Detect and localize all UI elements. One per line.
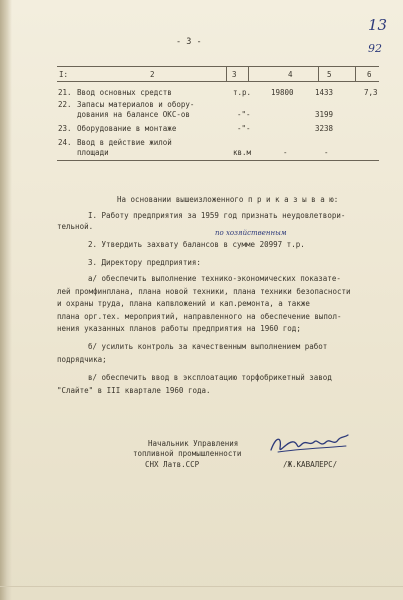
table-header-col5: 5 [327,70,332,79]
table-row-number: 23. [58,124,72,133]
page-fold-line [0,586,403,587]
paragraph-a-line: лей промфинплана, плана новой техники, плана техники безопасности [57,287,351,296]
table-row-col5: 1433 [315,88,334,97]
signatory-title-line: СНХ Латв.ССР [145,460,200,469]
signatory-name: /Ж.КАВАЛЕРС/ [283,460,338,469]
table-col-separator [248,67,249,81]
order-item-1-cont: тельной. [57,222,94,231]
table-header-col6: 6 [367,70,372,79]
table-row-name: Оборудование в монтаже [77,124,177,133]
archive-number-bottom: 92 [368,42,382,55]
order-item-2: 2. Утвердить захвату балансов в сумме 20997 т.р. [88,240,305,249]
signatory-title-line: топливной промышленности [133,449,242,458]
table-row-col5: 3199 [315,110,334,119]
table-header-rule [57,81,379,82]
table-col-separator [318,67,319,81]
table-header-col4: 4 [288,70,293,79]
table-top-rule [57,66,379,67]
paragraph-a-line: а/ обеспечить выполнение технико-экономических показате- [88,274,341,283]
table-col-separator [226,67,227,81]
table-row-col4: 19800 [271,88,294,97]
paragraph-c-line: "Слайте" в III квартале 1960 года. [57,386,211,395]
table-row-number: 24. [58,138,72,147]
page-edge-shadow [0,0,12,600]
paragraph-b-line: б/ усилить контроль за качественным выполнением работ [88,342,328,351]
table-row-col6: 7,3 [364,88,378,97]
paragraph-b-line: подрядчика; [57,355,107,364]
handwritten-insert: по хозяйственным [215,229,287,237]
order-item-1: I. Работу предприятия за 1959 год признать неудовлетвори- [88,211,346,220]
table-row-unit: кв.м [233,148,252,157]
table-row-number: 21. [58,88,72,97]
paragraph-a-line: плана орг.тех. мероприятий, направленного на обеспечение выпол- [57,312,342,321]
table-bottom-rule [57,160,379,161]
table-row-col4: - [283,148,288,157]
table-row-name: Ввод основных средств [77,88,172,97]
page-number: - 3 - [176,37,202,47]
table-header-col3: 3 [232,70,237,79]
table-row-number: 22. [58,100,72,109]
table-row-name: Ввод в действие жилой [77,138,172,147]
table-row-unit: -"- [237,124,251,133]
archive-number-top: 13 [368,16,388,34]
table-header-col2: 2 [150,70,155,79]
paragraph-a-line: нения указанных планов работы предприятия на 1960 год; [57,324,301,333]
table-row-unit: -"- [237,110,251,119]
table-row-unit: т.р. [233,88,252,97]
table-header-col1: I: [59,70,69,79]
table-row-name: Запасы материалов и обору- [77,100,195,109]
table-row-name: площади [77,148,109,157]
paragraph-c-line: в/ обеспечить ввод в эксплоатацию торфобрикетный завод [88,373,332,382]
table-row-col5: 3238 [315,124,334,133]
table-row-col5: - [324,148,329,157]
paragraph-a-line: и охраны труда, плана капвложений и кап.ремонта, а также [57,299,310,308]
signatory-title-line: Начальник Управления [148,439,239,448]
order-intro: На основании вышеизложенного п р и к а з ы в а ю: [117,195,339,204]
table-col-separator [355,67,356,81]
table-row-name: дования на балансе ОКС-ов [77,110,190,119]
handwritten-signature-icon [268,432,352,456]
order-item-3: 3. Директору предприятия: [88,258,201,267]
